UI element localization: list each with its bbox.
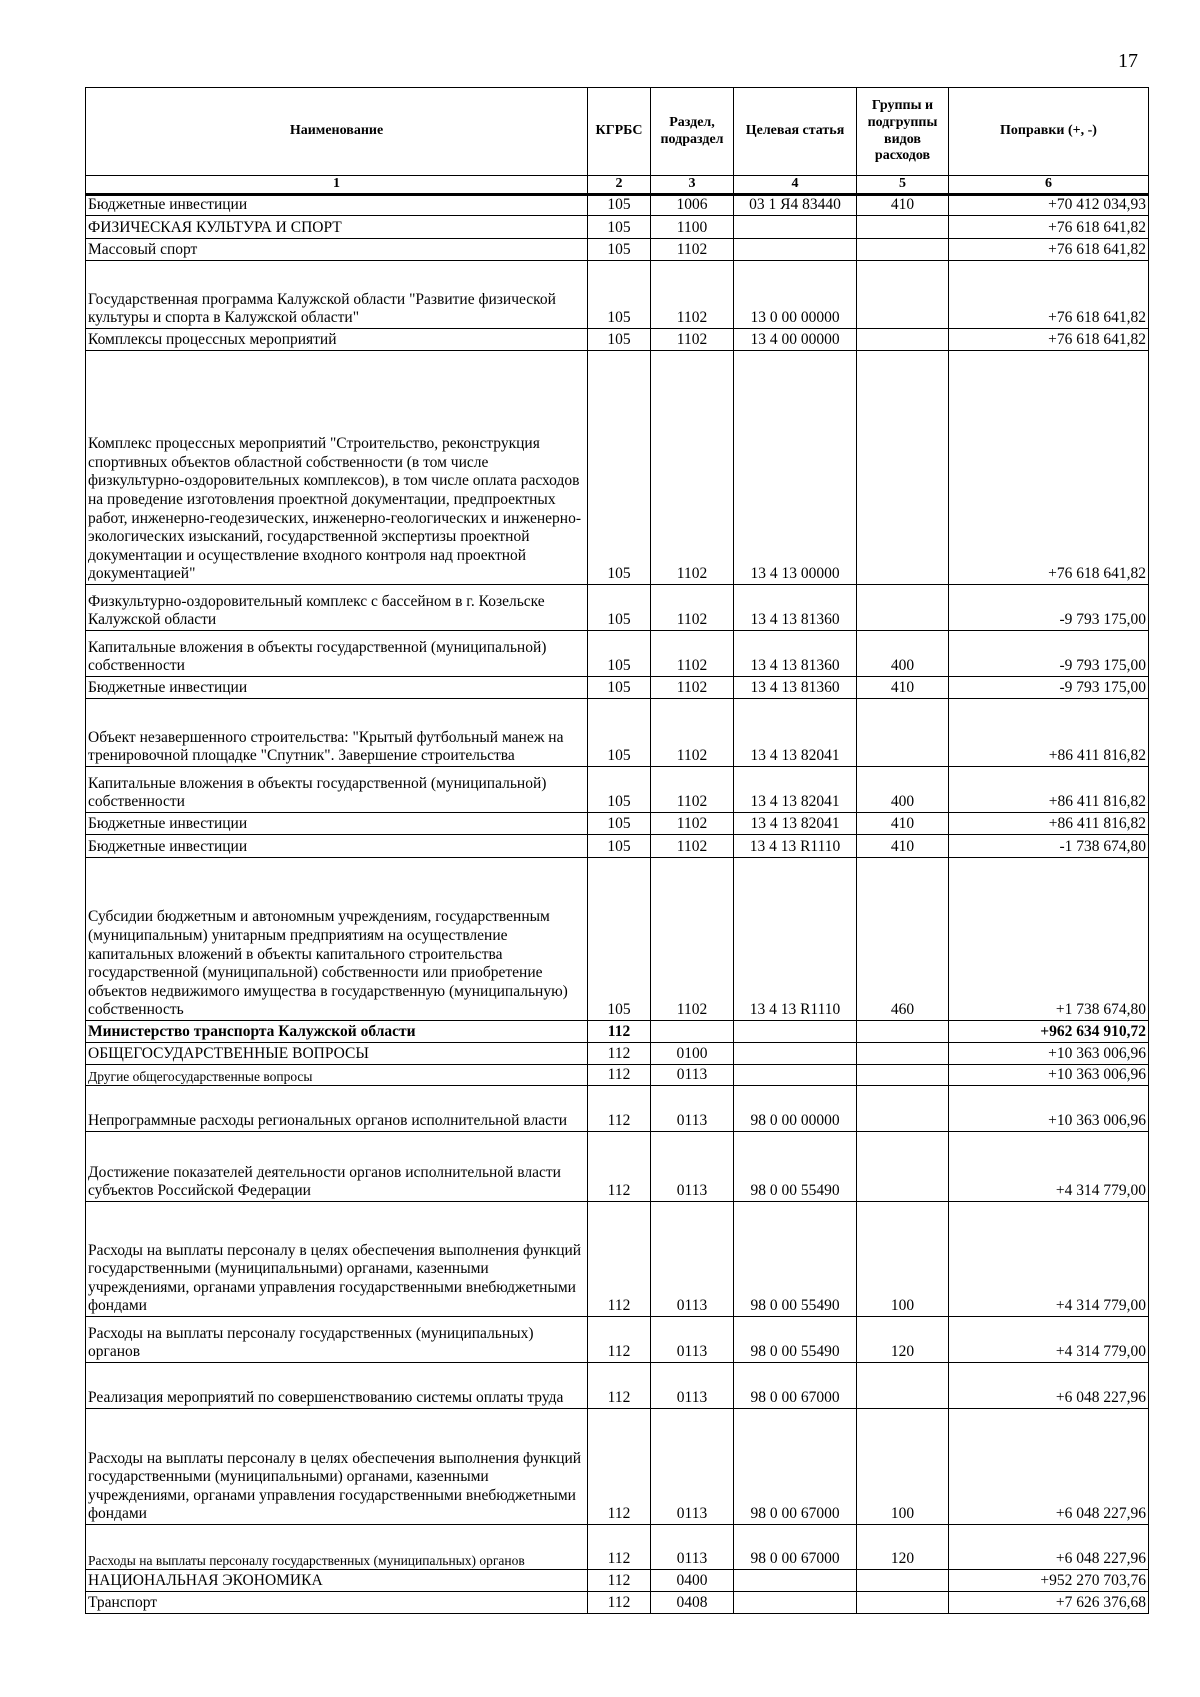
cell-kgrbs: 105 (588, 767, 651, 813)
cell-name: Бюджетные инвестиции (86, 813, 588, 835)
col-header-name: Наименование (86, 88, 588, 176)
cell-expense-group (857, 351, 949, 585)
cell-name: Государственная программа Калужской области "Развитие физической культуры и спорта в Калужской области" (86, 261, 588, 329)
table-row (86, 767, 1149, 813)
cell-section: 0400 (651, 1570, 734, 1592)
cell-amendment: +6 048 227,96 (949, 1409, 1149, 1525)
cell-target-item (734, 1021, 857, 1043)
cell-kgrbs: 105 (588, 351, 651, 585)
cell-target-item: 03 1 Я4 83440 (734, 195, 857, 216)
cell-kgrbs: 112 (588, 1132, 651, 1202)
col-header-kgrbs: КГРБС (588, 88, 651, 176)
cell-section: 1102 (651, 835, 734, 858)
cell-amendment: +70 412 034,93 (949, 195, 1149, 216)
table-row (86, 351, 1149, 585)
page-number: 17 (1118, 50, 1138, 72)
table-row (86, 1525, 1149, 1570)
cell-target-item (734, 239, 857, 261)
cell-expense-group (857, 1065, 949, 1086)
cell-expense-group (857, 1570, 949, 1592)
table-row (86, 216, 1149, 239)
cell-section: 0113 (651, 1202, 734, 1317)
cell-name: Расходы на выплаты персоналу государственных (муниципальных) органов (86, 1317, 588, 1363)
table-row (86, 1317, 1149, 1363)
cell-expense-group (857, 1043, 949, 1065)
cell-target-item: 13 4 13 00000 (734, 351, 857, 585)
cell-section: 0100 (651, 1043, 734, 1065)
cell-target-item: 98 0 00 55490 (734, 1317, 857, 1363)
cell-kgrbs: 112 (588, 1043, 651, 1065)
cell-name: Министерство транспорта Калужской области (86, 1021, 588, 1043)
cell-expense-group (857, 329, 949, 351)
table-row (86, 1132, 1149, 1202)
cell-amendment: +76 618 641,82 (949, 351, 1149, 585)
cell-expense-group: 410 (857, 813, 949, 835)
cell-name: ОБЩЕГОСУДАРСТВЕННЫЕ ВОПРОСЫ (86, 1043, 588, 1065)
cell-name: Достижение показателей деятельности органов исполнительной власти субъектов Российской Федерации (86, 1132, 588, 1202)
cell-section: 1102 (651, 813, 734, 835)
cell-kgrbs: 112 (588, 1525, 651, 1570)
cell-amendment: -9 793 175,00 (949, 585, 1149, 631)
cell-amendment: +952 270 703,76 (949, 1570, 1149, 1592)
cell-expense-group (857, 1363, 949, 1409)
cell-kgrbs: 112 (588, 1570, 651, 1592)
cell-kgrbs: 112 (588, 1086, 651, 1132)
cell-name: Реализация мероприятий по совершенствованию системы оплаты труда (86, 1363, 588, 1409)
col-header-target-item: Целевая статья (734, 88, 857, 176)
table-row (86, 1202, 1149, 1317)
col-header-amendments: Поправки (+, -) (949, 88, 1149, 176)
table-row (86, 1570, 1149, 1592)
cell-expense-group: 410 (857, 677, 949, 699)
cell-amendment: +4 314 779,00 (949, 1132, 1149, 1202)
cell-section (651, 1021, 734, 1043)
cell-expense-group (857, 1021, 949, 1043)
cell-target-item: 13 4 00 00000 (734, 329, 857, 351)
table-row (86, 699, 1149, 767)
cell-kgrbs: 105 (588, 858, 651, 1021)
cell-section: 1006 (651, 195, 734, 216)
cell-section: 1100 (651, 216, 734, 239)
cell-target-item: 13 4 13 82041 (734, 767, 857, 813)
cell-section: 1102 (651, 677, 734, 699)
table-row (86, 1065, 1149, 1086)
cell-target-item: 98 0 00 00000 (734, 1086, 857, 1132)
cell-kgrbs: 112 (588, 1021, 651, 1043)
cell-kgrbs: 112 (588, 1409, 651, 1525)
col-header-section: Раздел, подраздел (651, 88, 734, 176)
cell-kgrbs: 112 (588, 1592, 651, 1614)
cell-kgrbs: 112 (588, 1317, 651, 1363)
cell-section: 1102 (651, 631, 734, 677)
cell-target-item: 13 4 13 R1110 (734, 835, 857, 858)
cell-expense-group (857, 1132, 949, 1202)
col-header-expense-group: Группы и подгруппы видов расходов (857, 88, 949, 176)
cell-expense-group: 100 (857, 1409, 949, 1525)
table-row (86, 239, 1149, 261)
cell-target-item: 13 0 00 00000 (734, 261, 857, 329)
cell-expense-group: 400 (857, 631, 949, 677)
header-numbers-row (86, 176, 1149, 195)
cell-amendment: +86 411 816,82 (949, 699, 1149, 767)
cell-target-item: 13 4 13 81360 (734, 677, 857, 699)
table-row (86, 1086, 1149, 1132)
cell-kgrbs: 105 (588, 585, 651, 631)
cell-kgrbs: 105 (588, 329, 651, 351)
cell-kgrbs: 105 (588, 813, 651, 835)
cell-amendment: +6 048 227,96 (949, 1363, 1149, 1409)
cell-amendment: +76 618 641,82 (949, 329, 1149, 351)
cell-name: НАЦИОНАЛЬНАЯ ЭКОНОМИКА (86, 1570, 588, 1592)
cell-section: 0113 (651, 1086, 734, 1132)
cell-section: 1102 (651, 699, 734, 767)
cell-expense-group: 120 (857, 1317, 949, 1363)
cell-name: Другие общегосударственные вопросы (86, 1065, 588, 1086)
cell-expense-group (857, 239, 949, 261)
cell-target-item: 13 4 13 82041 (734, 699, 857, 767)
table-row (86, 1043, 1149, 1065)
cell-kgrbs: 112 (588, 1363, 651, 1409)
cell-amendment: +76 618 641,82 (949, 216, 1149, 239)
table-row (86, 1363, 1149, 1409)
cell-name: Капитальные вложения в объекты государственной (муниципальной) собственности (86, 631, 588, 677)
cell-section: 0113 (651, 1409, 734, 1525)
cell-name: Капитальные вложения в объекты государственной (муниципальной) собственности (86, 767, 588, 813)
cell-amendment: +76 618 641,82 (949, 261, 1149, 329)
cell-amendment: +76 618 641,82 (949, 239, 1149, 261)
cell-target-item (734, 1043, 857, 1065)
header-row (86, 88, 1149, 176)
cell-kgrbs: 105 (588, 677, 651, 699)
cell-target-item: 13 4 13 82041 (734, 813, 857, 835)
cell-section: 1102 (651, 767, 734, 813)
cell-expense-group: 100 (857, 1202, 949, 1317)
cell-section: 1102 (651, 261, 734, 329)
cell-section: 0408 (651, 1592, 734, 1614)
cell-target-item: 98 0 00 67000 (734, 1409, 857, 1525)
table-row (86, 261, 1149, 329)
cell-expense-group (857, 261, 949, 329)
table-row (86, 329, 1149, 351)
cell-expense-group (857, 216, 949, 239)
cell-amendment: +962 634 910,72 (949, 1021, 1149, 1043)
cell-amendment: +1 738 674,80 (949, 858, 1149, 1021)
cell-name: Субсидии бюджетным и автономным учреждениям, государственным (муниципальным) унитарным предприятиям на осуществление капитальных вложений в объекты капитального строительства государственной (муниципальной) собственности или приобретение объектов недвижимого имущества в государственную (муниципальную) собственность (86, 858, 588, 1021)
cell-kgrbs: 112 (588, 1065, 651, 1086)
table-body (86, 195, 1149, 1614)
table-row (86, 835, 1149, 858)
table-row (86, 1409, 1149, 1525)
cell-kgrbs: 105 (588, 195, 651, 216)
cell-section: 0113 (651, 1363, 734, 1409)
table-row (86, 1592, 1149, 1614)
cell-expense-group: 410 (857, 195, 949, 216)
cell-expense-group: 410 (857, 835, 949, 858)
cell-target-item: 13 4 13 81360 (734, 631, 857, 677)
cell-target-item: 98 0 00 67000 (734, 1363, 857, 1409)
cell-expense-group: 120 (857, 1525, 949, 1570)
cell-target-item: 98 0 00 55490 (734, 1202, 857, 1317)
table-row (86, 1021, 1149, 1043)
cell-kgrbs: 105 (588, 239, 651, 261)
col-number: 6 (949, 176, 1149, 195)
cell-name: Бюджетные инвестиции (86, 835, 588, 858)
cell-kgrbs: 105 (588, 835, 651, 858)
cell-kgrbs: 105 (588, 261, 651, 329)
col-number: 5 (857, 176, 949, 195)
cell-amendment: +10 363 006,96 (949, 1065, 1149, 1086)
cell-amendment: +7 626 376,68 (949, 1592, 1149, 1614)
cell-name: Непрограммные расходы региональных органов исполнительной власти (86, 1086, 588, 1132)
cell-target-item: 13 4 13 R1110 (734, 858, 857, 1021)
table-row (86, 677, 1149, 699)
cell-name: Бюджетные инвестиции (86, 195, 588, 216)
cell-target-item (734, 1570, 857, 1592)
cell-section: 0113 (651, 1317, 734, 1363)
cell-amendment: +4 314 779,00 (949, 1202, 1149, 1317)
cell-section: 1102 (651, 858, 734, 1021)
cell-expense-group: 460 (857, 858, 949, 1021)
cell-section: 1102 (651, 351, 734, 585)
cell-name: Транспорт (86, 1592, 588, 1614)
cell-amendment: +6 048 227,96 (949, 1525, 1149, 1570)
budget-amendments-table (85, 87, 1149, 1614)
cell-target-item (734, 216, 857, 239)
cell-name: Объект незавершенного строительства: "Крытый футбольный манеж на тренировочной площадке "Спутник". Завершение строительства (86, 699, 588, 767)
cell-name: Физкультурно-оздоровительный комплекс с бассейном в г. Козельске Калужской области (86, 585, 588, 631)
cell-amendment: +86 411 816,82 (949, 813, 1149, 835)
table-row (86, 195, 1149, 216)
cell-kgrbs: 105 (588, 699, 651, 767)
cell-amendment: +86 411 816,82 (949, 767, 1149, 813)
cell-kgrbs: 105 (588, 631, 651, 677)
cell-expense-group (857, 585, 949, 631)
cell-target-item: 13 4 13 81360 (734, 585, 857, 631)
cell-kgrbs: 112 (588, 1202, 651, 1317)
cell-amendment: +10 363 006,96 (949, 1086, 1149, 1132)
table-row (86, 585, 1149, 631)
cell-section: 0113 (651, 1525, 734, 1570)
cell-name: Расходы на выплаты персоналу в целях обеспечения выполнения функций государственными (муниципальными) органами, казенными учреждениями, органами управления государственными внебюджетными фондами (86, 1202, 588, 1317)
table-row (86, 631, 1149, 677)
col-number: 1 (86, 176, 588, 195)
cell-kgrbs: 105 (588, 216, 651, 239)
cell-section: 1102 (651, 329, 734, 351)
cell-amendment: +10 363 006,96 (949, 1043, 1149, 1065)
cell-section: 1102 (651, 585, 734, 631)
cell-amendment: +4 314 779,00 (949, 1317, 1149, 1363)
col-number: 2 (588, 176, 651, 195)
cell-target-item (734, 1592, 857, 1614)
cell-amendment: -9 793 175,00 (949, 631, 1149, 677)
col-number: 4 (734, 176, 857, 195)
cell-name: Массовый спорт (86, 239, 588, 261)
cell-amendment: -9 793 175,00 (949, 677, 1149, 699)
cell-section: 0113 (651, 1132, 734, 1202)
cell-expense-group (857, 699, 949, 767)
cell-name: Расходы на выплаты персоналу государственных (муниципальных) органов (86, 1525, 588, 1570)
cell-name: Расходы на выплаты персоналу в целях обеспечения выполнения функций государственными (муниципальными) органами, казенными учреждениями, органами управления государственными внебюджетными фондами (86, 1409, 588, 1525)
table-row (86, 813, 1149, 835)
cell-target-item: 98 0 00 55490 (734, 1132, 857, 1202)
cell-expense-group: 400 (857, 767, 949, 813)
cell-name: Комплексы процессных мероприятий (86, 329, 588, 351)
cell-amendment: -1 738 674,80 (949, 835, 1149, 858)
cell-name: Комплекс процессных мероприятий "Строительство, реконструкция спортивных объектов областной собственности (в том числе физкультурно-оздоровительных комплексов), в том числе оплата расходов на проведение изготовления проектной документации, предпроектных работ, инженерно-геодезических, инженерно-геологических и инженерно-экологических изысканий, государственной экспертизы проектной документации и осуществление входного контроля над проектной документацией" (86, 351, 588, 585)
cell-expense-group (857, 1086, 949, 1132)
col-number: 3 (651, 176, 734, 195)
cell-name: Бюджетные инвестиции (86, 677, 588, 699)
cell-target-item: 98 0 00 67000 (734, 1525, 857, 1570)
table-row (86, 858, 1149, 1021)
cell-target-item (734, 1065, 857, 1086)
cell-section: 1102 (651, 239, 734, 261)
cell-name: ФИЗИЧЕСКАЯ КУЛЬТУРА И СПОРТ (86, 216, 588, 239)
cell-section: 0113 (651, 1065, 734, 1086)
cell-expense-group (857, 1592, 949, 1614)
